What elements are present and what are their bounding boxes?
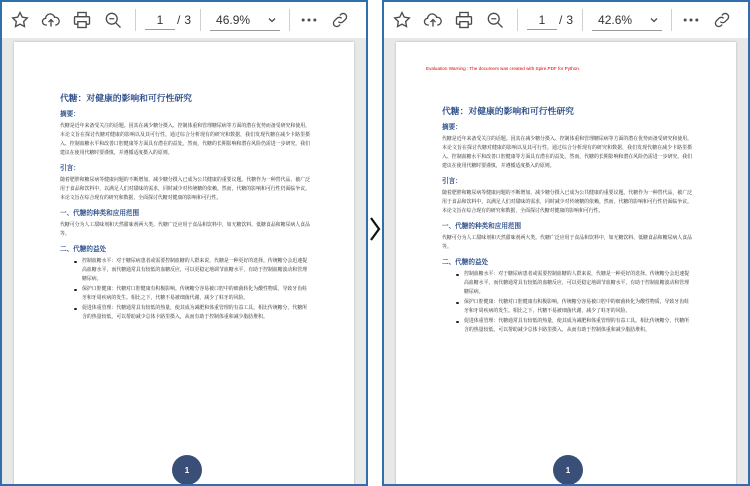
page-total: 3 — [566, 13, 574, 27]
zoom-value: 42.6% — [598, 12, 633, 27]
abstract-text: 代糖是近年来备受关注的话题。因其在减少糖分摄入、控制体重和管理糖尿病等方面的潜在优势而备受研究和使用。本论文旨在探讨代糖对健康的影响以及其可行性。通过综合分析现有的研究和数据，我们发现代糖在减少卡路里摄入、控制血糖水平和改善口腔健康等方面具有潜在的益处。然而，代糖的长期影响和潜在风险仍需进一步研究。我们建议在使用代糖时要谨慎，并遵循适度摄入的原则。 — [60, 124, 310, 156]
page-navigator — [145, 10, 191, 30]
page-number-badge: 1 — [172, 455, 202, 485]
document-title: 代糖：对健康的影响和可行性研究 — [60, 93, 192, 103]
page-number-badge: 1 — [553, 455, 583, 485]
document-title: 代糖：对健康的影响和可行性研究 — [442, 106, 574, 116]
list-item: 控制血糖水平：对于糖尿病患者或需要控制血糖的人群来说，代糖是一种更好的选择。传统糖分会迅速提高血糖水平，而代糖通常具有较低的血糖反应，可以更稳定地调节血糖水平，有助于控制血糖波动和管理糖尿病。 — [464, 270, 692, 297]
page-total: 3 — [184, 13, 192, 27]
toolbar-divider — [671, 9, 672, 31]
page-content — [442, 105, 692, 336]
types-heading: 一、代糖的种类和应用范围 — [60, 210, 140, 217]
list-item: 促进体重管理：代糖通常具有较低的热量，使其成为减肥和体重管理的有益工具。相比传统糖分，代糖所含的热量较低，可以帮助减少总体卡路里摄入，从而有助于控制体重和减少脂肪堆积。 — [82, 304, 310, 322]
zoom-value: 46.9% — [216, 12, 251, 27]
upload-icon[interactable] — [37, 6, 65, 34]
more-icon[interactable] — [295, 6, 323, 34]
link-icon[interactable] — [326, 6, 354, 34]
page-separator: / — [177, 13, 181, 27]
intro-text: 随着肥胖和糖尿病等健康问题的不断增加，减少糖分摄入已成为公共健康的重要议题。代糖作为一种替代品，被广泛用于食品和饮料中，以满足人们对甜味的需求，同时减少对传统糖的依赖。然而，代糖的影响和可行性仍面临争议。本论文旨在综合现有的研究和数据，全面探讨代糖对健康的影响和可行性。 — [442, 191, 692, 214]
more-icon[interactable] — [677, 6, 705, 34]
evaluation-warning: Evaluation Warning : The document was created with Spire.PDF for Python. — [426, 66, 581, 71]
benefits-list — [464, 270, 692, 335]
list-item: 保护口腔健康：代糖对口腔健康有积极影响。传统糖分容易被口腔中的细菌转化为酸性物质，导致牙齿蛀牙和牙周疾病的发生。相比之下，代糖不易被细菌代谢，减少了蛀牙的风险。 — [464, 298, 692, 316]
pdf-viewer-right — [382, 0, 750, 486]
abstract-text: 代糖是近年来备受关注的话题。因其在减少糖分摄入、控制体重和管理糖尿病等方面的潜在优势而备受研究和使用。本论文旨在探讨代糖对健康的影响以及其可行性。通过综合分析现有的研究和数据，我们发现代糖在减少卡路里摄入、控制血糖水平和改善口腔健康等方面具有潜在的益处。然而，代糖的长期影响和潜在风险仍需进一步研究。我们建议在使用代糖时要谨慎，并遵循适度摄入的原则。 — [442, 137, 692, 169]
toolbar-divider — [200, 9, 201, 31]
toolbar — [2, 2, 366, 38]
benefits-list — [82, 257, 310, 322]
toolbar-divider — [582, 9, 583, 31]
intro-heading: 引言： — [60, 165, 80, 172]
toolbar-divider — [289, 9, 290, 31]
page-number-input[interactable] — [145, 10, 175, 30]
types-text: 代糖可分为人工甜味剂和天然甜味剂两大类。代糖广泛应用于食品和饮料中，如无糖饮料、低糖食品和糖尿病人食品等。 — [442, 236, 692, 250]
toolbar — [384, 2, 748, 38]
intro-heading: 引言： — [442, 178, 462, 185]
zoom-out-icon[interactable] — [99, 6, 127, 34]
document-viewport[interactable] — [384, 38, 748, 486]
abstract-heading: 摘要： — [442, 124, 462, 131]
toolbar-divider — [135, 9, 136, 31]
types-heading: 一、代糖的种类和应用范围 — [442, 223, 522, 230]
benefits-heading: 二、代糖的益处 — [60, 246, 107, 253]
benefits-heading: 二、代糖的益处 — [442, 259, 489, 266]
zoom-out-icon[interactable] — [481, 6, 509, 34]
star-icon[interactable] — [388, 6, 416, 34]
document-viewport[interactable] — [2, 38, 366, 486]
list-item: 控制血糖水平：对于糖尿病患者或需要控制血糖的人群来说，代糖是一种更好的选择。传统糖分会迅速提高血糖水平，而代糖通常具有较低的血糖反应，可以更稳定地调节血糖水平，有助于控制血糖波动和管理糖尿病。 — [82, 257, 310, 284]
intro-text: 随着肥胖和糖尿病等健康问题的不断增加，减少糖分摄入已成为公共健康的重要议题。代糖作为一种替代品，被广泛用于食品和饮料中，以满足人们对甜味的需求，同时减少对传统糖的依赖。然而，代糖的影响和可行性仍面临争议。本论文旨在综合现有的研究和数据，全面探讨代糖对健康的影响和可行性。 — [60, 178, 310, 201]
zoom-select[interactable] — [592, 9, 662, 31]
chevron-down-icon — [267, 15, 277, 25]
page-content — [60, 92, 310, 323]
page-number-input[interactable] — [527, 10, 557, 30]
abstract-heading: 摘要： — [60, 111, 80, 118]
page-separator: / — [559, 13, 563, 27]
types-text: 代糖可分为人工甜味剂和天然甜味剂两大类。代糖广泛应用于食品和饮料中，如无糖饮料、低糖食品和糖尿病人食品等。 — [60, 223, 310, 237]
pdf-viewer-left — [0, 0, 368, 486]
print-icon[interactable] — [68, 6, 96, 34]
zoom-select[interactable] — [210, 9, 280, 31]
star-icon[interactable] — [6, 6, 34, 34]
pdf-page — [14, 42, 354, 486]
print-icon[interactable] — [450, 6, 478, 34]
list-item: 保护口腔健康：代糖对口腔健康有积极影响。传统糖分容易被口腔中的细菌转化为酸性物质，导致牙齿蛀牙和牙周疾病的发生。相比之下，代糖不易被细菌代谢，减少了蛀牙的风险。 — [82, 285, 310, 303]
arrow-right-icon — [368, 214, 382, 244]
toolbar-divider — [517, 9, 518, 31]
list-item: 促进体重管理：代糖通常具有较低的热量，使其成为减肥和体重管理的有益工具。相比传统糖分，代糖所含的热量较低，可以帮助减少总体卡路里摄入，从而有助于控制体重和减少脂肪堆积。 — [464, 317, 692, 335]
upload-icon[interactable] — [419, 6, 447, 34]
chevron-down-icon — [649, 15, 659, 25]
page-navigator — [527, 10, 573, 30]
link-icon[interactable] — [708, 6, 736, 34]
pdf-page — [396, 42, 736, 486]
